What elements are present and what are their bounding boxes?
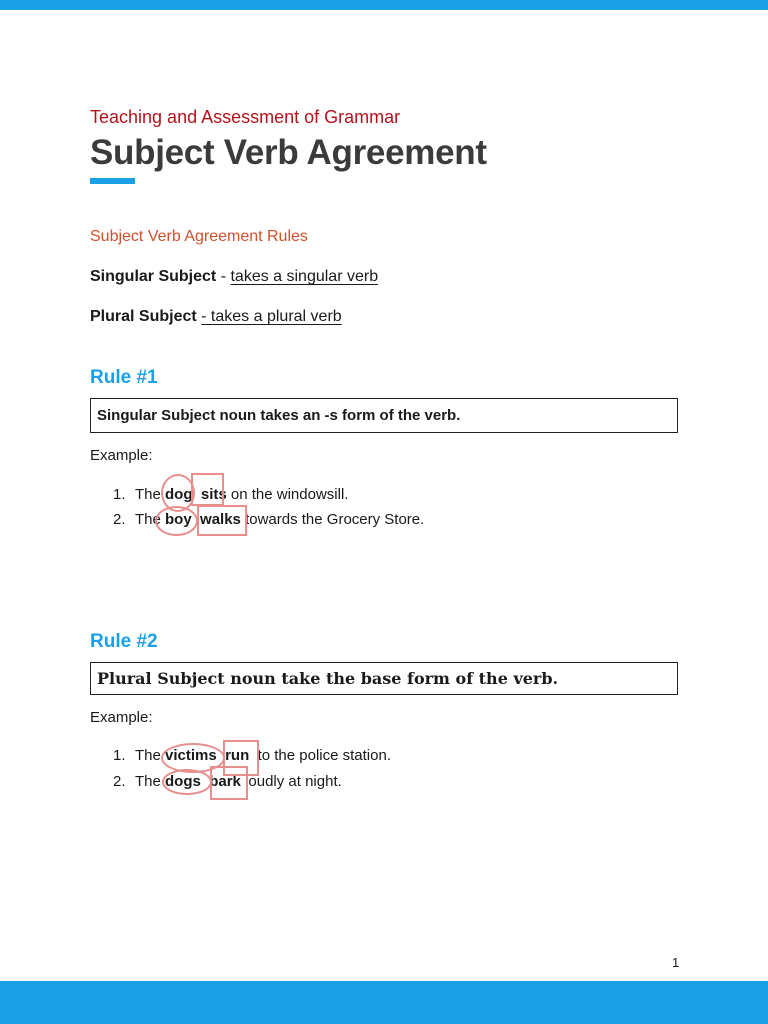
list-number: 2. bbox=[113, 511, 126, 528]
example-text: The bbox=[135, 486, 166, 503]
top-accent-bar bbox=[0, 0, 768, 10]
example-text: on the windowsill. bbox=[226, 486, 349, 503]
example-verb: bark bbox=[209, 773, 241, 790]
example-text: to the police station. bbox=[249, 747, 391, 764]
example-subject: victims bbox=[165, 747, 217, 764]
list-item bbox=[113, 511, 424, 528]
example-verb: run bbox=[225, 747, 250, 764]
list-item bbox=[113, 773, 342, 790]
example-subject: dogs bbox=[165, 773, 201, 790]
example-verb: walks bbox=[200, 511, 241, 528]
example-text: The bbox=[135, 747, 166, 764]
example-text: The bbox=[135, 511, 166, 528]
plural-subject-term: Plural Subject bbox=[90, 308, 197, 325]
list-item bbox=[113, 486, 348, 503]
example-text: towards the Grocery Store. bbox=[240, 511, 425, 528]
example-verb: sits bbox=[200, 486, 227, 503]
list-item bbox=[113, 747, 391, 764]
singular-subject-rule bbox=[90, 268, 378, 286]
rule-2-statement-box bbox=[90, 662, 678, 695]
singular-subject-term: Singular Subject bbox=[90, 268, 217, 285]
document-subtitle: Teaching and Assessment of Grammar bbox=[90, 107, 401, 127]
example-subject: dog bbox=[165, 486, 193, 503]
rule-1-example-label: Example: bbox=[90, 447, 153, 464]
title-underline-accent bbox=[90, 178, 135, 184]
singular-subject-description: takes a singular verb bbox=[230, 268, 379, 285]
example-text: loudly at night. bbox=[240, 773, 342, 790]
rule-2-title: Rule #2 bbox=[90, 631, 158, 652]
rule-2-statement: Plural Subject noun take the base form of the verb. bbox=[97, 669, 559, 688]
list-number: 1. bbox=[113, 486, 126, 503]
page-title: Subject Verb Agreement bbox=[90, 133, 487, 172]
list-number: 1. bbox=[113, 747, 126, 764]
plural-subject-rule bbox=[90, 308, 342, 326]
rule-2-example-label: Example: bbox=[90, 709, 153, 726]
plural-subject-description: - takes a plural verb bbox=[201, 308, 342, 325]
singular-subject-separator: - bbox=[216, 268, 231, 285]
example-text: The bbox=[135, 773, 166, 790]
rule-1-statement: Singular Subject noun takes an -s form of the verb. bbox=[97, 407, 461, 424]
page-number: 1 bbox=[672, 955, 680, 970]
example-space bbox=[193, 486, 201, 503]
example-space bbox=[201, 773, 209, 790]
example-space bbox=[217, 747, 225, 764]
rule-1-title: Rule #1 bbox=[90, 367, 158, 388]
bottom-accent-bar bbox=[0, 981, 768, 1024]
rule-1-statement-box bbox=[90, 398, 678, 433]
rules-heading: Subject Verb Agreement Rules bbox=[90, 228, 308, 245]
example-subject: boy bbox=[165, 511, 192, 528]
example-space bbox=[192, 511, 200, 528]
list-number: 2. bbox=[113, 773, 126, 790]
